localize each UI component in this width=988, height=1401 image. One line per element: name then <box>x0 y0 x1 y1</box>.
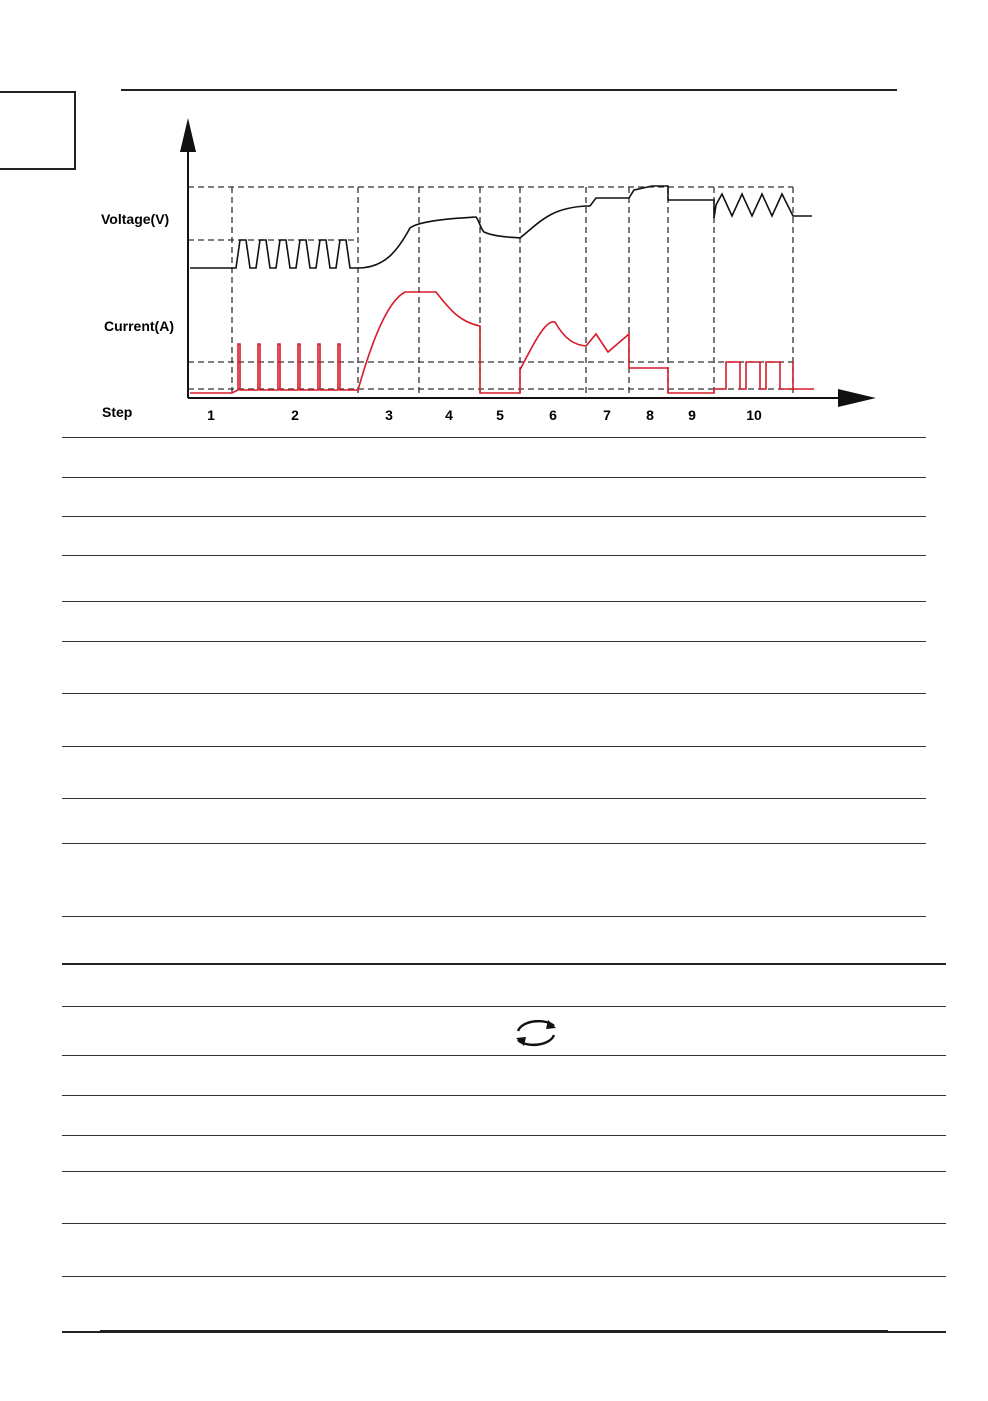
cycle-arrows-icon <box>512 1016 560 1050</box>
charging-profile-chart <box>0 100 988 430</box>
table-row-divider <box>62 1095 946 1096</box>
table-row-divider <box>62 601 926 602</box>
step-tick-9: 9 <box>688 407 696 423</box>
table-row-divider <box>62 798 926 799</box>
step-tick-2: 2 <box>291 407 299 423</box>
table-row-divider <box>62 555 926 556</box>
step-tick-1: 1 <box>207 407 215 423</box>
current-series-line <box>190 292 814 393</box>
table-row-divider <box>62 437 926 438</box>
footer-rule <box>100 1330 888 1332</box>
top-rule <box>121 89 897 91</box>
step-tick-6: 6 <box>549 407 557 423</box>
step-axis-label: Step <box>102 404 133 420</box>
table-row-divider <box>62 1223 946 1224</box>
y-axis-arrow-icon <box>180 118 196 152</box>
table-row-divider <box>62 1171 946 1172</box>
voltage-axis-label: Voltage(V) <box>101 211 170 227</box>
table-row-divider <box>62 693 926 694</box>
table-row-divider <box>62 916 926 917</box>
step-tick-3: 3 <box>385 407 393 423</box>
current-axis-label: Current(A) <box>104 318 174 334</box>
table-row-divider <box>62 641 926 642</box>
table-row-divider <box>62 477 926 478</box>
step-tick-5: 5 <box>496 407 504 423</box>
table-row-divider <box>62 1276 946 1277</box>
step-tick-8: 8 <box>646 407 654 423</box>
x-axis-arrow-icon <box>838 389 876 407</box>
step-tick-7: 7 <box>603 407 611 423</box>
step-tick-4: 4 <box>445 407 453 423</box>
table-row-divider <box>62 516 926 517</box>
table-row-divider <box>62 843 926 844</box>
table-row-divider <box>62 1006 946 1007</box>
table-row-divider <box>62 1055 946 1056</box>
table-row-divider <box>62 1135 946 1136</box>
voltage-series-line <box>190 186 812 268</box>
step-tick-10: 10 <box>746 407 762 423</box>
table-row-divider <box>62 746 926 747</box>
table-top-border <box>62 963 946 965</box>
